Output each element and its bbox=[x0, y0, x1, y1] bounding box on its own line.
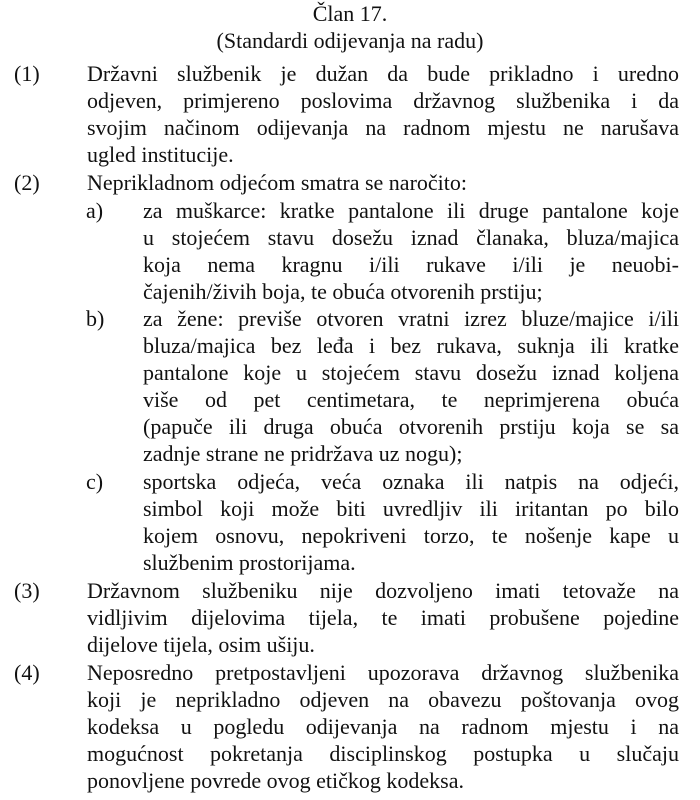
paragraph-line: vidljivim dijelovima tijela, te imati probušene pojedine bbox=[87, 605, 679, 630]
article-subheading: (Standardi odijevanja na radu) bbox=[216, 28, 484, 53]
paragraph-number: (2) bbox=[14, 170, 40, 195]
paragraph-number: (3) bbox=[14, 578, 40, 603]
paragraph-line: Neprikladnom odjećom smatra se naročito: bbox=[87, 170, 467, 195]
paragraph-line: kodeksa u pogledu odijevanja na radnom mjestu i na bbox=[87, 714, 679, 739]
paragraph-line: Državni službenik je dužan da bude prikladno i uredno bbox=[87, 61, 679, 86]
paragraph-number: (4) bbox=[14, 660, 40, 685]
list-item-line: za žene: previše otvoren vratni izrez bluze/majice i/ili bbox=[143, 306, 679, 331]
list-item-letter: b) bbox=[86, 306, 105, 331]
list-item-line: kojem osnovu, nepokriveni torzo, te nošenje kape u bbox=[143, 523, 679, 548]
paragraph-line: svojim načinom odijevanja na radnom mjestu ne narušava bbox=[87, 115, 679, 140]
list-item-letter: a) bbox=[86, 198, 104, 223]
list-item-line: više od pet centimetara, te neprimjerena obuća bbox=[143, 387, 679, 412]
paragraph-line: ugled institucije. bbox=[87, 142, 234, 167]
paragraph-number: (1) bbox=[14, 61, 40, 86]
paragraph-line: dijelove tijela, osim ušiju. bbox=[87, 632, 315, 657]
list-item-line: zadnje strane ne pridržava uz nogu); bbox=[143, 441, 463, 466]
list-item-line: službenim prostorijama. bbox=[143, 550, 356, 575]
list-item-line: simbol koji može biti uvredljiv ili iritantan po bilo bbox=[143, 496, 679, 521]
paragraph-line: mogućnost pokretanja disciplinskog postupka u slučaju bbox=[87, 741, 679, 766]
list-item-line: čajenih/živih boja, te obuća otvorenih prstiju; bbox=[143, 279, 543, 304]
paragraph-line: ponovljene povrede ovog etičkog kodeksa. bbox=[87, 768, 464, 793]
paragraph-line: Državnom službeniku nije dozvoljeno imati tetovaže na bbox=[87, 578, 679, 603]
list-item-line: za muškarce: kratke pantalone ili druge pantalone koje bbox=[143, 198, 679, 223]
list-item-line: koja nema kragnu i/ili rukave i/ili je neuobi- bbox=[143, 252, 679, 277]
list-item-line: (papuče ili druga obuća otvorenih prstiju koja se sa bbox=[143, 414, 679, 439]
list-item-line: bluza/majica bez leđa i bez rukava, suknja ili kratke bbox=[143, 333, 679, 358]
list-item-line: u stojećem stavu dosežu iznad članaka, bluza/majica bbox=[143, 225, 679, 250]
paragraph-line: odjeven, primjereno poslovima državnog službenika i da bbox=[87, 88, 679, 113]
list-item-line: pantalone koje u stojećem stavu dosežu iznad koljena bbox=[143, 360, 679, 385]
paragraph-line: Neposredno pretpostavljeni upozorava državnog službenika bbox=[87, 660, 679, 685]
list-item-letter: c) bbox=[86, 469, 104, 494]
paragraph-line: koji je neprikladno odjeven na obavezu poštovanja ovog bbox=[87, 687, 679, 712]
article-heading: Član 17. bbox=[312, 1, 388, 26]
list-item-line: sportska odjeća, veća oznaka ili natpis na odjeći, bbox=[143, 469, 679, 494]
